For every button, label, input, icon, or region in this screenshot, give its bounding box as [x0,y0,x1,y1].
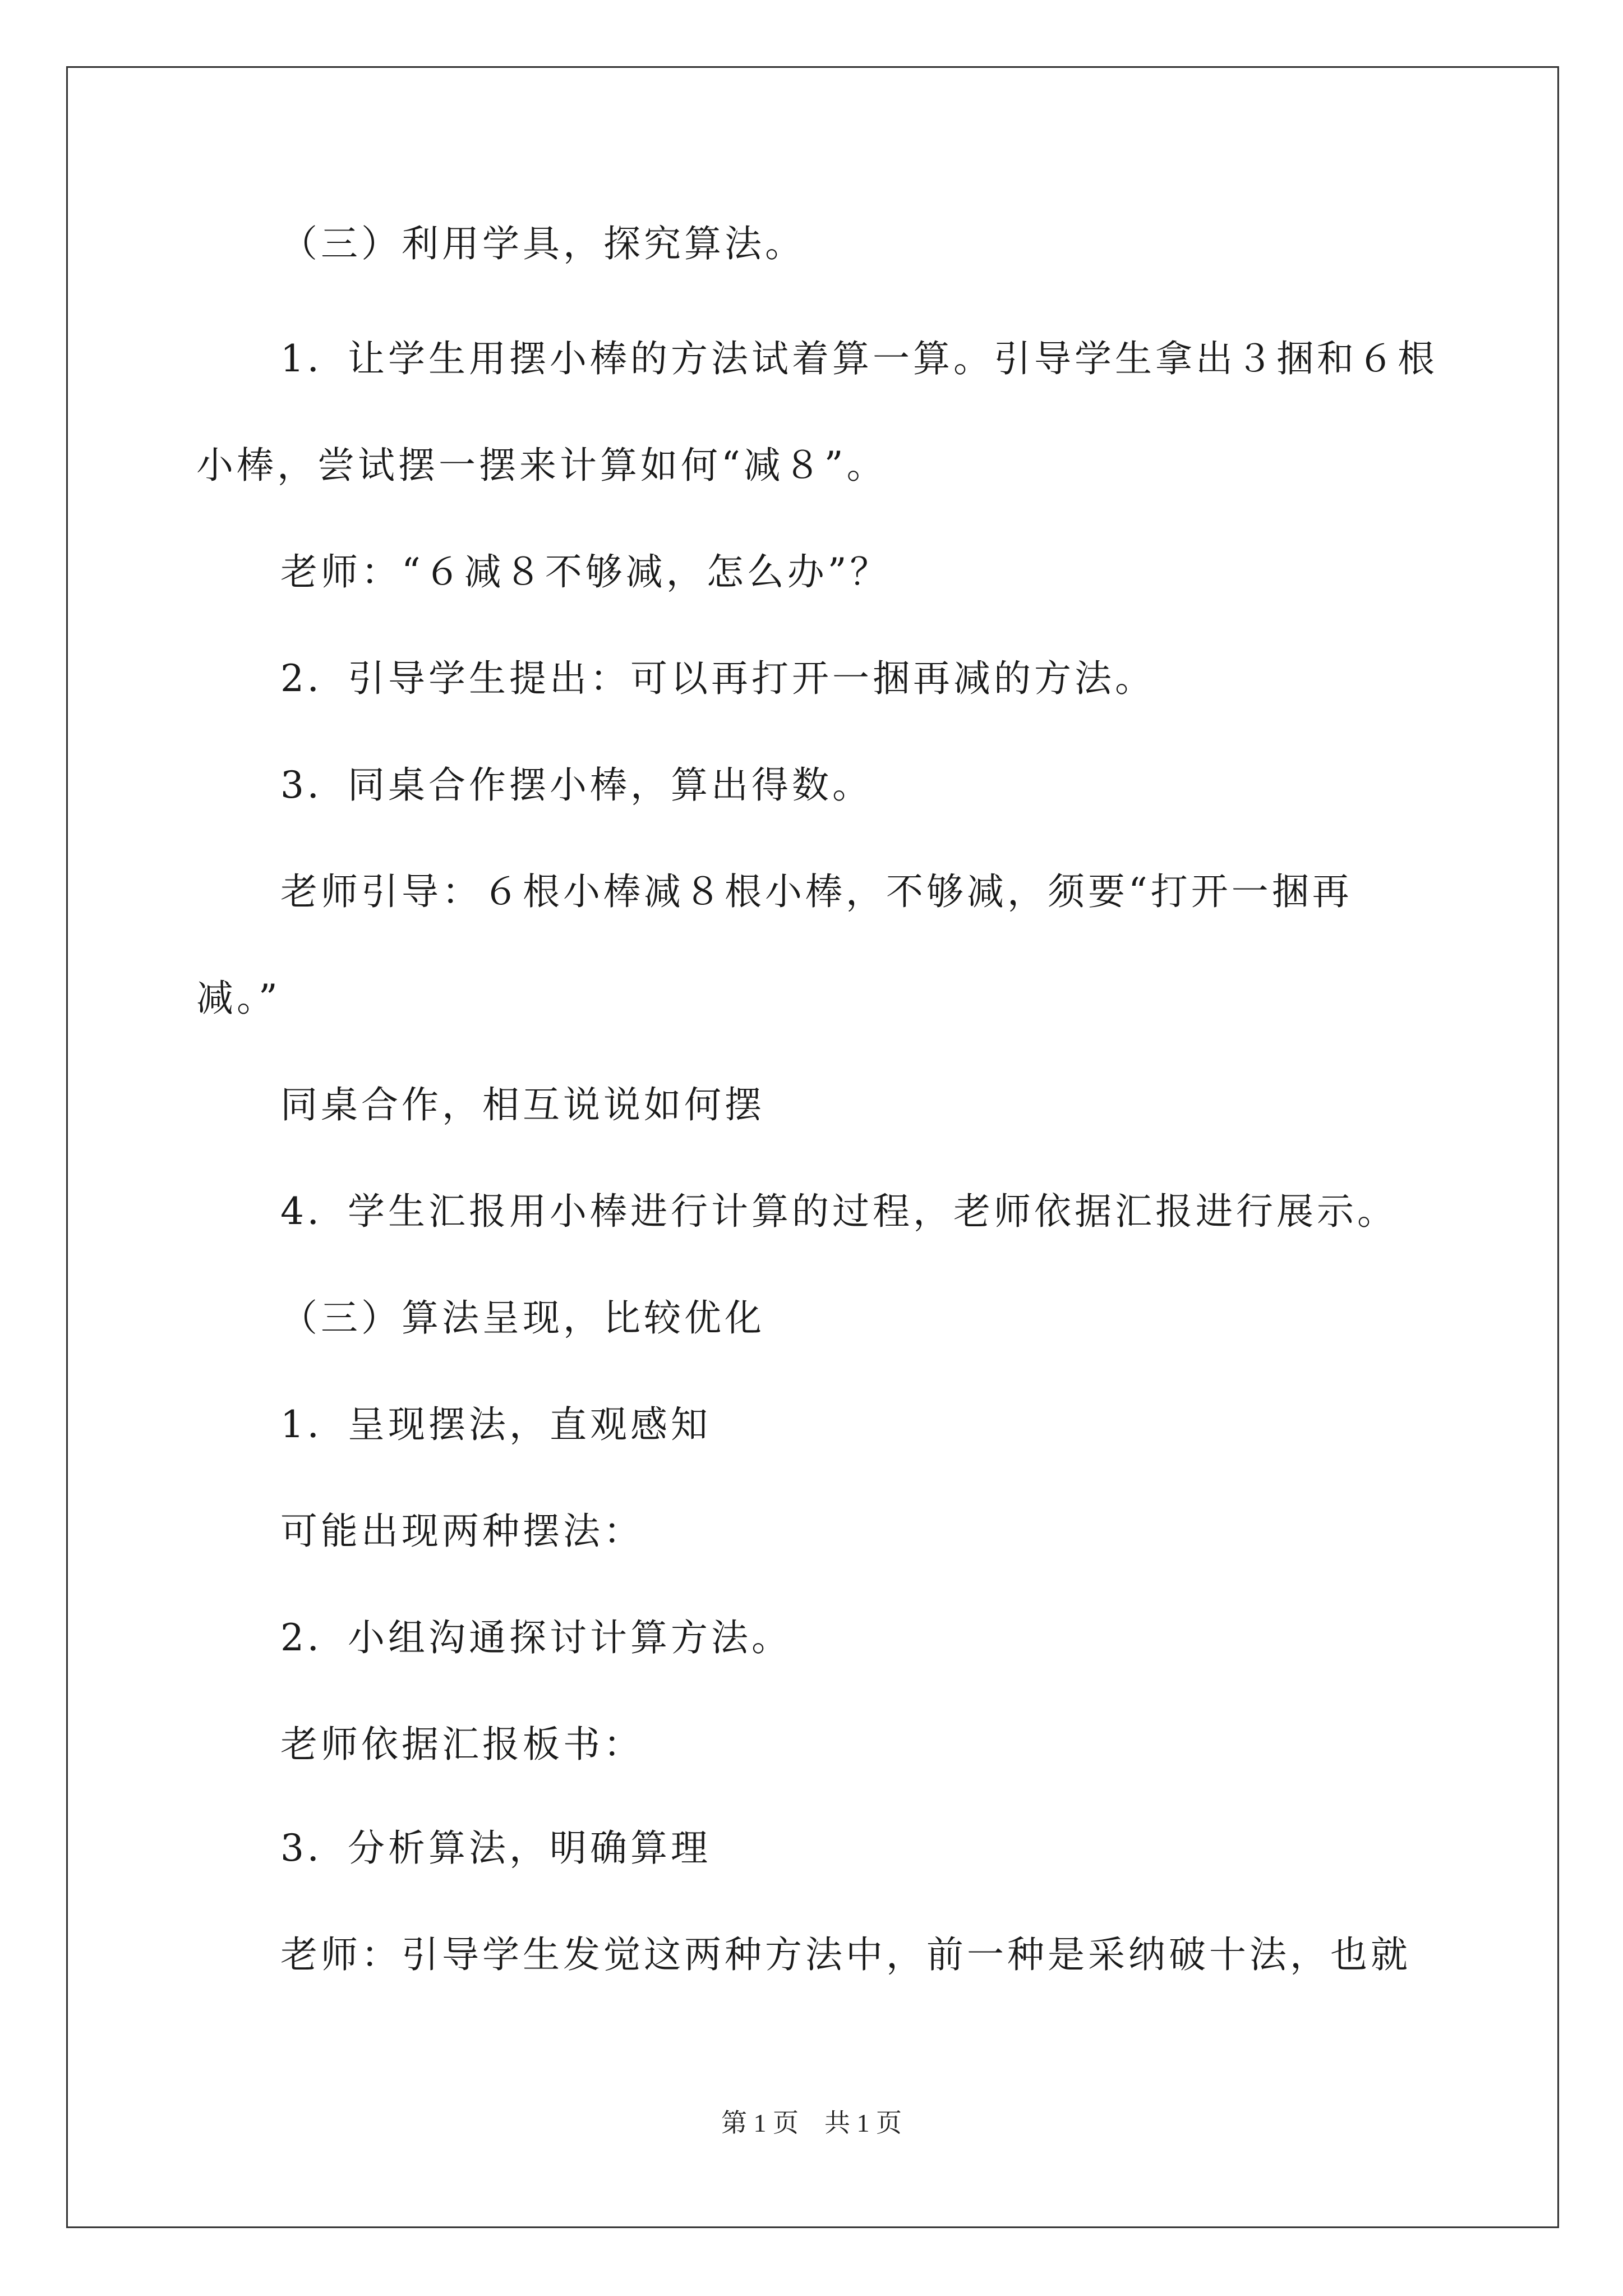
page-footer: 第 1 页 共 1 页 [721,2109,902,2137]
paragraph: 3．同桌合作摆小棒，算出得数。 [280,763,873,807]
paragraph: 1．呈现摆法，直观感知 [280,1403,711,1446]
section-heading: （三）算法呈现，比较优化 [280,1296,765,1340]
paragraph: 3．分析算法，明确算理 [280,1826,711,1870]
section-heading: （三）利用学具，探究算法。 [280,222,805,265]
document-body [196,0,1453,2076]
paragraph: 4．学生汇报用小棒进行计算的过程，老师依据汇报进行展示。 [280,1190,1398,1233]
paragraph: 老师依据汇报板书： [280,1723,644,1766]
paragraph: 可能出现两种摆法： [280,1510,644,1553]
paragraph: 减。” [196,977,281,1020]
paragraph: 老师：“６减８不够减，怎么办”？ [280,550,891,593]
paragraph: 老师：引导学生发觉这两种方法中，前一种是采纳破十法，也就 [280,1933,1411,1976]
paragraph: 1．让学生用摆小棒的方法试着算一算。引导学生拿出３捆和６根 [280,337,1438,380]
paragraph: 同桌合作，相互说说如何摆 [280,1083,765,1126]
paragraph: 老师引导：６根小棒减８根小棒，不够减，须要“打开一捆再 [280,870,1353,913]
paragraph: 2．引导学生提出：可以再打开一捆再减的方法。 [280,657,1155,700]
paragraph: 小棒，尝试摆一摆来计算如何“减８”。 [196,444,887,487]
paragraph: 2．小组沟通探讨计算方法。 [280,1616,792,1659]
